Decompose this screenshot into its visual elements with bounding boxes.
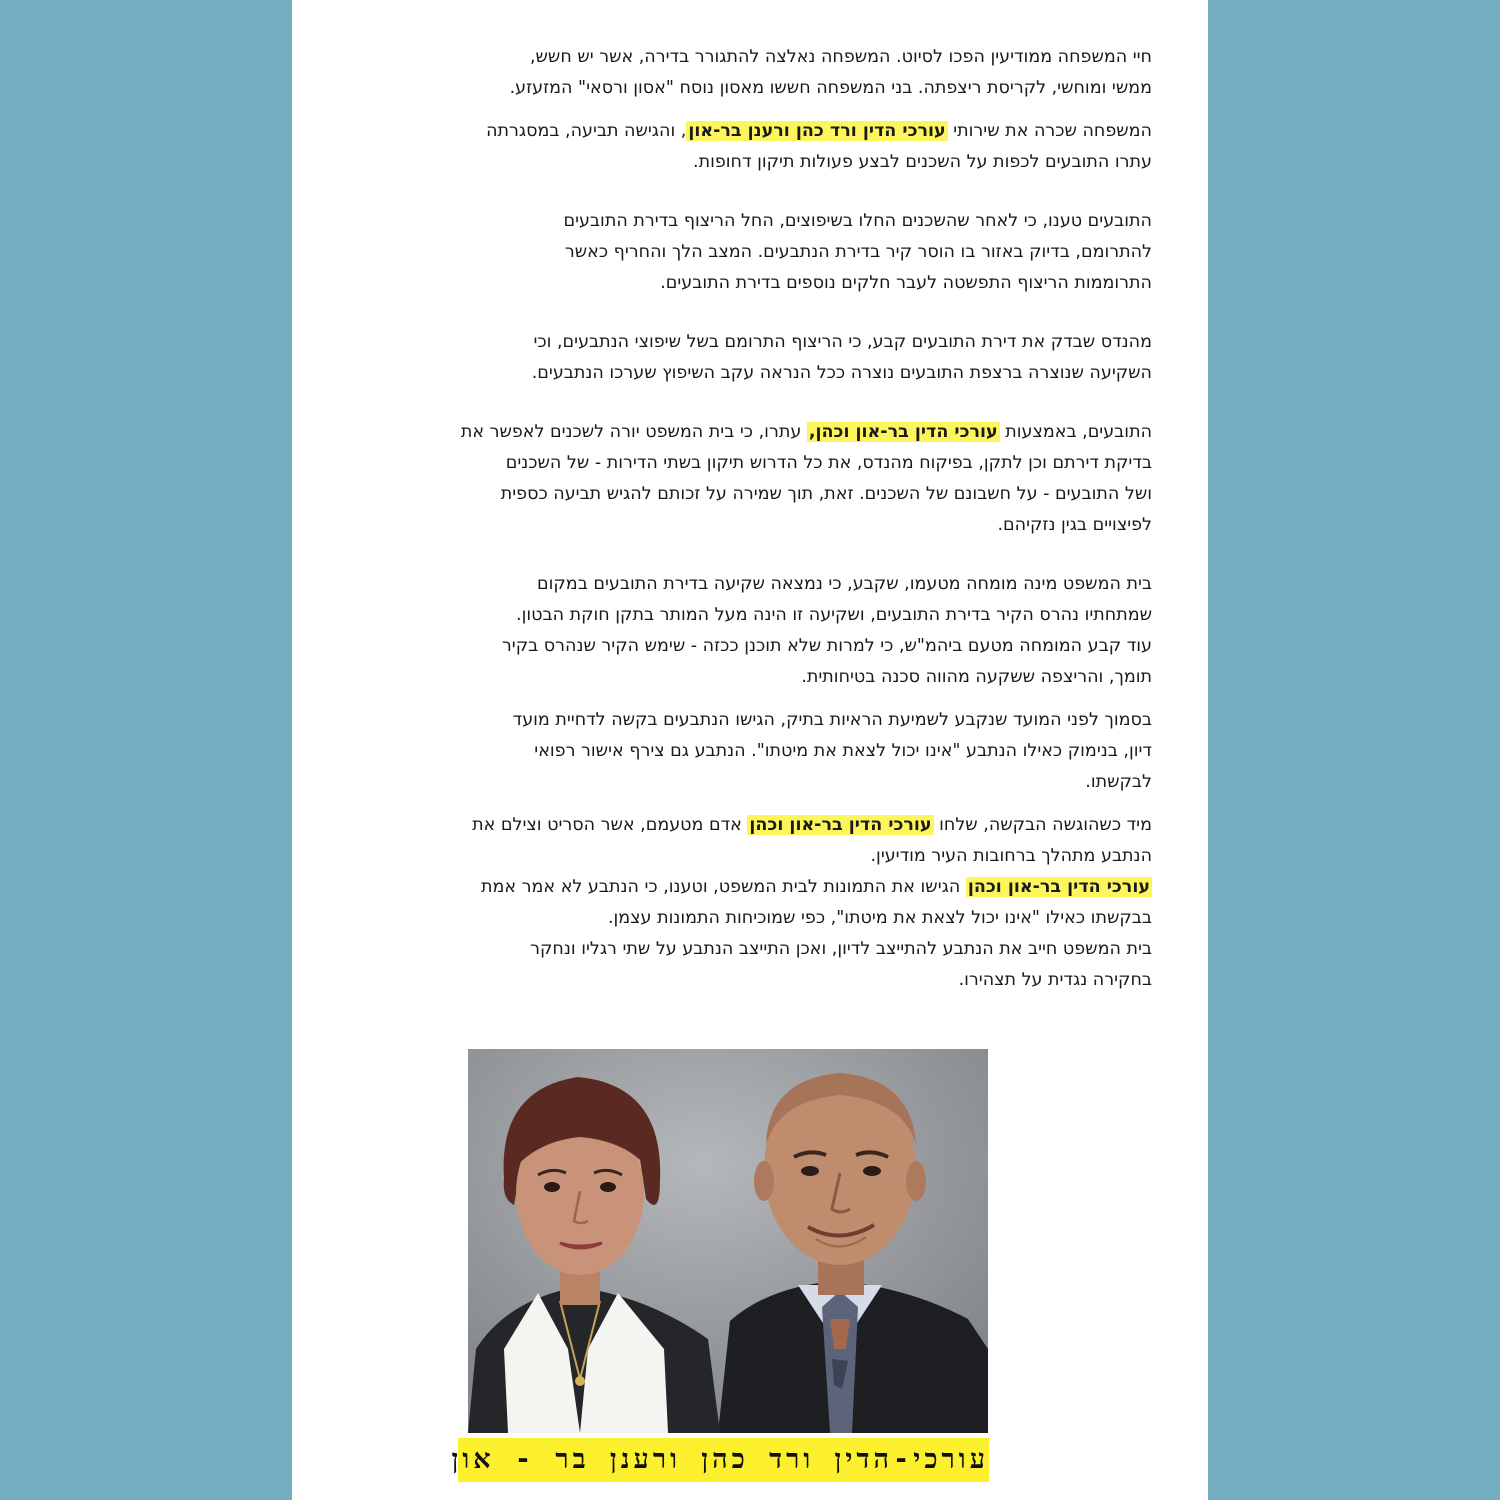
text-run: , והגישה תביעה, במסגרתה bbox=[486, 121, 687, 141]
text-line bbox=[352, 510, 1152, 541]
text-line bbox=[352, 417, 1152, 448]
text-line bbox=[352, 662, 1152, 693]
text-line bbox=[352, 73, 1152, 104]
text-line bbox=[352, 767, 1152, 798]
text-run: המשפחה שכרה את שירותי bbox=[947, 121, 1152, 141]
paragraph bbox=[352, 705, 1152, 798]
text-run: הנתבע מתהלך ברחובות העיר מודיעין. bbox=[870, 846, 1152, 866]
text-line bbox=[352, 116, 1152, 147]
text-line bbox=[352, 237, 1152, 268]
text-run: השקיעה שנוצרה ברצפת התובעים נוצרה ככל הנראה עקב השיפוץ שערכו הנתבעים. bbox=[531, 363, 1152, 383]
text-line bbox=[352, 810, 1152, 841]
paragraph bbox=[352, 327, 1152, 389]
photo-caption: עורכי-הדין ורד כהן ורענן בר - און bbox=[458, 1438, 989, 1482]
paragraph bbox=[352, 116, 1152, 178]
text-run: לפיצויים בגין נזקיהם. bbox=[997, 515, 1152, 535]
text-run: התובעים טענו, כי לאחר שהשכנים החלו בשיפוצים, החל הריצוף בדירת התובעים bbox=[563, 211, 1152, 231]
text-line bbox=[352, 206, 1152, 237]
paragraph bbox=[352, 810, 1152, 996]
text-line bbox=[352, 327, 1152, 358]
text-line bbox=[352, 268, 1152, 299]
text-run: הגישו את התמונות לבית המשפט, וטענו, כי הנתבע לא אמר אמת bbox=[481, 877, 966, 897]
text-run: דיון, בנימוק כאילו הנתבע "אינו יכול לצאת את מיטתו". הנתבע גם צירף אישור רפואי bbox=[534, 741, 1152, 761]
text-line bbox=[352, 358, 1152, 389]
text-run: עוד קבע המומחה מטעם ביהמ"ש, כי למרות שלא תוכנן ככזה - שימש הקיר שנהרס בקיר bbox=[501, 636, 1152, 656]
text-run: בחקירה נגדית על תצהירו. bbox=[958, 970, 1152, 990]
text-run: לבקשתו. bbox=[1085, 772, 1152, 792]
article-body bbox=[352, 42, 1152, 1008]
text-run: מיד כשהוגשה הבקשה, שלחו bbox=[933, 815, 1152, 835]
lawyers-photo bbox=[468, 1049, 988, 1433]
highlighted-lawyer-names: עורכי הדין בר-און וכהן bbox=[749, 815, 932, 835]
text-run: בית המשפט חייב את הנתבע להתייצב לדיון, ואכן התייצב הנתבע על שתי רגליו ונחקר bbox=[530, 939, 1152, 959]
portrait-illustration bbox=[468, 1049, 988, 1433]
text-run: אדם מטעמם, אשר הסריט וצילם את bbox=[472, 815, 748, 835]
paragraph bbox=[352, 569, 1152, 693]
text-line bbox=[352, 569, 1152, 600]
text-line bbox=[352, 965, 1152, 996]
text-run: חיי המשפחה ממודיעין הפכו לסיוט. המשפחה נאלצה להתגורר בדירה, אשר יש חשש, bbox=[529, 47, 1152, 67]
text-line bbox=[352, 736, 1152, 767]
text-run: בבקשתו כאילו "אינו יכול לצאת את מיטתו", כפי שמוכיחות התמונות עצמן. bbox=[607, 908, 1152, 928]
paragraph bbox=[352, 417, 1152, 541]
document-page bbox=[292, 0, 1208, 1500]
text-line bbox=[352, 872, 1152, 903]
text-line bbox=[352, 147, 1152, 178]
text-line bbox=[352, 42, 1152, 73]
text-line bbox=[352, 934, 1152, 965]
text-line bbox=[352, 841, 1152, 872]
text-line bbox=[352, 631, 1152, 662]
text-run: תומך, והריצפה ששקעה מהווה סכנה בטיחותית. bbox=[801, 667, 1152, 687]
text-run: בסמוך לפני המועד שנקבע לשמיעת הראיות בתיק, הגישו הנתבעים בקשה לדחיית מועד bbox=[512, 710, 1152, 730]
highlighted-lawyer-names: עורכי הדין בר-און וכהן bbox=[967, 877, 1150, 897]
text-run: בדיקת דירתם וכן לתקן, בפיקוח מהנדס, את כל הדרוש תיקון בשתי הדירות - של השכנים bbox=[505, 453, 1152, 473]
text-run: עתרו התובעים לכפות על השכנים לבצע פעולות תיקון דחופות. bbox=[693, 152, 1152, 172]
text-run: שמתחתיו נהרס הקיר בדירת התובעים, ושקיעה זו הינה מעל המותר בתקן חוקת הבטון. bbox=[516, 605, 1152, 625]
text-run: ממשי ומוחשי, לקריסת ריצפתה. בני המשפחה חששו מאסון נוסח "אסון ורסאי" המזעזע. bbox=[509, 78, 1152, 98]
text-line bbox=[352, 448, 1152, 479]
paragraph bbox=[352, 206, 1152, 299]
text-line bbox=[352, 600, 1152, 631]
text-run: להתרומם, בדיוק באזור בו הוסר קיר בדירת הנתבעים. המצב הלך והחריף כאשר bbox=[564, 242, 1152, 262]
text-run: עתרו, כי בית המשפט יורה לשכנים לאפשר את bbox=[460, 422, 807, 442]
text-line bbox=[352, 903, 1152, 934]
text-line bbox=[352, 479, 1152, 510]
text-run: בית המשפט מינה מומחה מטעמו, שקבע, כי נמצאה שקיעה בדירת התובעים במקום bbox=[537, 574, 1152, 594]
highlighted-lawyer-names: עורכי הדין בר-און וכהן, bbox=[808, 422, 998, 442]
text-line bbox=[352, 705, 1152, 736]
paragraph bbox=[352, 42, 1152, 104]
text-run: התובעים, באמצעות bbox=[999, 422, 1152, 442]
text-run: התרוממות הריצוף התפשטה לעבר חלקים נוספים בדירת התובעים. bbox=[660, 273, 1152, 293]
text-run: ושל התובעים - על חשבונם של השכנים. זאת, תוך שמירה על זכותם להגיש תביעה כספית bbox=[500, 484, 1152, 504]
highlighted-lawyer-names: עורכי הדין ורד כהן ורענן בר-און bbox=[688, 121, 946, 141]
text-run: מהנדס שבדק את דירת התובעים קבע, כי הריצוף התרומם בשל שיפוצי הנתבעים, וכי bbox=[533, 332, 1152, 352]
